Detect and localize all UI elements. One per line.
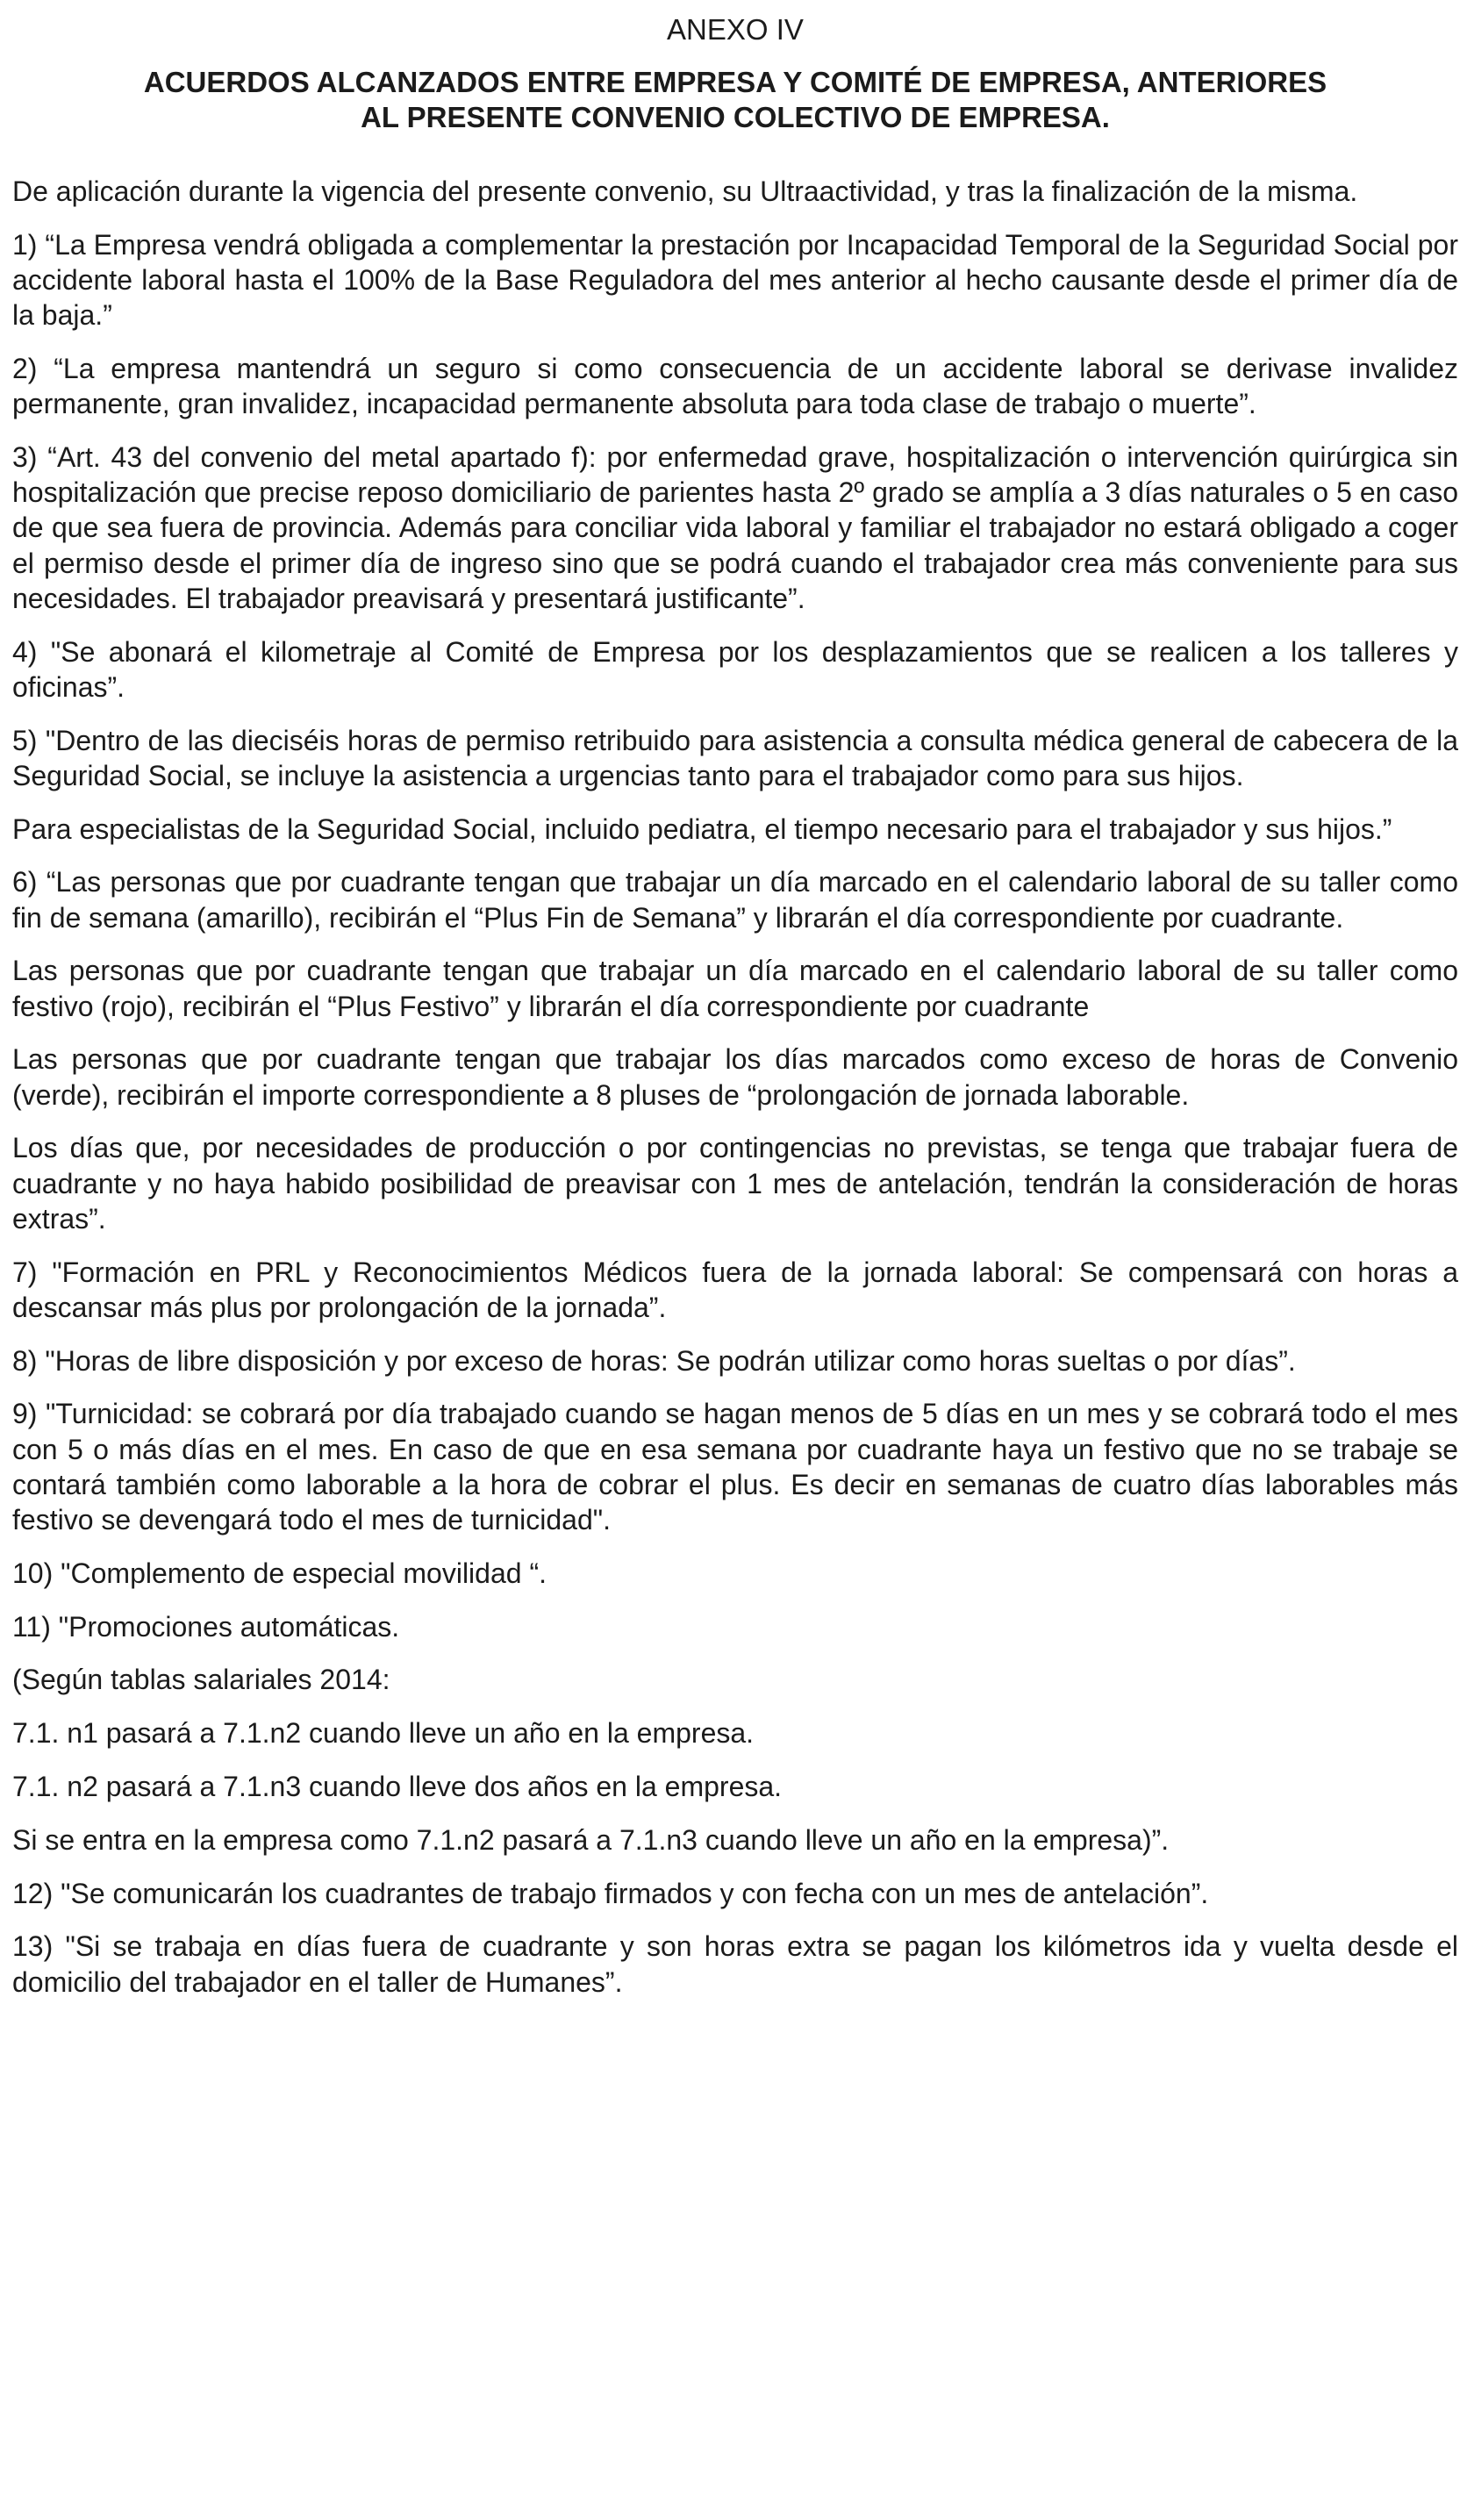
paragraph-intro: De aplicación durante la vigencia del presente convenio, su Ultraactividad, y tras la finalización de la misma. <box>12 175 1358 207</box>
annex-heading: ANEXO IV <box>667 13 804 46</box>
paragraph-item-11-entrada: Si se entra en la empresa como 7.1.n2 pasará a 7.1.n3 cuando lleve un año en la empresa)”. <box>12 1823 1170 1856</box>
paragraph-item-11-n1: 7.1. n1 pasará a 7.1.n2 cuando lleve un año en la empresa. <box>12 1717 755 1750</box>
paragraph-item-10: 10) "Complemento de especial movilidad “. <box>12 1557 547 1589</box>
paragraph-item-9: 9) "Turnicidad: se cobrará por día trabajado cuando se hagan menos de 5 días en un mes y se cobrará todo el mes con 5 o más días en el mes. En caso de que en esa semana por cuadrante haya un festivo que no se trabaje se contará también como laborable a la hora de cobrar el plus. Es decir en semanas de cuatro días laborables más festivo se devengará todo el mes de turnicidad". <box>12 1398 1458 1536</box>
paragraph-item-5: 5) "Dentro de las dieciséis horas de permiso retribuido para asistencia a consulta médica general de cabecera de la Seguridad Social, se incluye la asistencia a urgencias tanto para el trabajador como para sus hijos. <box>12 724 1458 791</box>
paragraph-item-11-tablas: (Según tablas salariales 2014: <box>12 1664 390 1696</box>
paragraph-item-11-n2: 7.1. n2 pasará a 7.1.n3 cuando lleve dos años en la empresa. <box>12 1771 783 1802</box>
document-title <box>12 65 1458 135</box>
paragraph-item-12: 12) "Se comunicarán los cuadrantes de trabajo firmados y con fecha con un mes de antelación”. <box>12 1877 1209 1909</box>
paragraph-item-5-specialists: Para especialistas de la Seguridad Social, incluido pediatra, el tiempo necesario para el trabajador y sus hijos.” <box>12 813 1392 845</box>
title-line-1: ACUERDOS ALCANZADOS ENTRE EMPRESA Y COMITÉ DE EMPRESA, ANTERIORES <box>143 66 1327 98</box>
paragraph-item-6-exceso: Las personas que por cuadrante tengan que trabajar los días marcados como exceso de horas de Convenio (verde), recibirán el importe correspondiente a 8 pluses de “prolongación de jornada laborable. <box>12 1043 1458 1111</box>
paragraph-item-11: 11) "Promociones automáticas. <box>12 1610 400 1643</box>
paragraph-item-7: 7) "Formación en PRL y Reconocimientos Médicos fuera de la jornada laboral: Se compensará con horas a descansar más plus por prolongación de la jornada”. <box>12 1256 1458 1323</box>
document-body <box>12 174 1458 2000</box>
paragraph-item-4: 4) "Se abonará el kilometraje al Comité de Empresa por los desplazamientos que se realicen a los talleres y oficinas”. <box>12 635 1458 703</box>
title-line-2: AL PRESENTE CONVENIO COLECTIVO DE EMPRESA. <box>361 101 1110 133</box>
paragraph-item-6-horas-extras: Los días que, por necesidades de producción o por contingencias no previstas, se tenga que trabajar fuera de cuadrante y no haya habido posibilidad de preavisar con 1 mes de antelación, tendrán la consideración de horas extras”. <box>12 1132 1458 1235</box>
paragraph-item-1: 1) “La Empresa vendrá obligada a complementar la prestación por Incapacidad Temporal de la Seguridad Social por accidente laboral hasta el 100% de la Base Reguladora del mes anterior al hecho causante desde el primer día de la baja.” <box>12 228 1458 332</box>
paragraph-item-13: 13) "Si se trabaja en días fuera de cuadrante y son horas extra se pagan los kilómetros ida y vuelta desde el domicilio del trabajador en el taller de Humanes”. <box>12 1930 1458 1998</box>
paragraph-item-8: 8) "Horas de libre disposición y por exceso de horas: Se podrán utilizar como horas sueltas o por días”. <box>12 1344 1296 1377</box>
paragraph-item-3: 3) “Art. 43 del convenio del metal apartado f): por enfermedad grave, hospitalización o intervención quirúrgica sin hospitalización que precise reposo domiciliario de parientes hasta 2º grado se amplía a 3 días naturales o 5 en caso de que sea fuera de provincia. Además para conciliar vida laboral y familiar el trabajador no estará obligado a coger el permiso desde el primer día de ingreso sino que se podrá cuando el trabajador crea más conveniente para sus necesidades. El trabajador preavisará y presentará justificante”. <box>12 441 1458 614</box>
paragraph-item-6-festivo: Las personas que por cuadrante tengan que trabajar un día marcado en el calendario laboral de su taller como festivo (rojo), recibirán el “Plus Festivo” y librarán el día correspondiente por cuadrante <box>12 955 1458 1022</box>
paragraph-item-6: 6) “Las personas que por cuadrante tengan que trabajar un día marcado en el calendario laboral de su taller como fin de semana (amarillo), recibirán el “Plus Fin de Semana” y librarán el día correspondiente por cuadrante. <box>12 866 1458 934</box>
paragraph-item-2: 2) “La empresa mantendrá un seguro si como consecuencia de un accidente laboral se derivase invalidez permanente, gran invalidez, incapacidad permanente absoluta para toda clase de trabajo o muerte”. <box>12 353 1458 420</box>
